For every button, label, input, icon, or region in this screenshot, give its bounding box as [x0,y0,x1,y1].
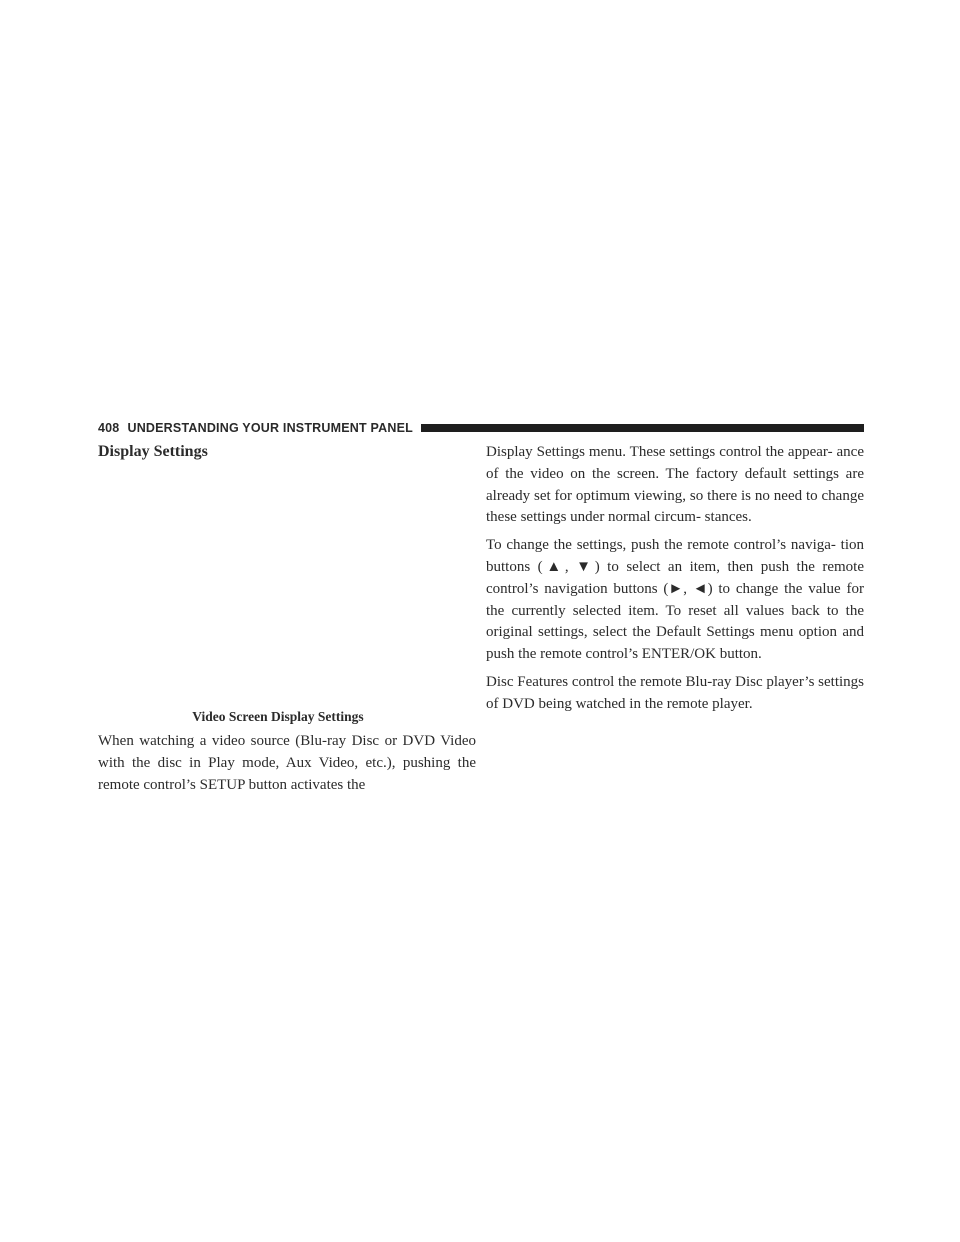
body-paragraph: To change the settings, push the remote control’s naviga- tion buttons (▲, ▼) to select an item, then push the remote control’s navigation buttons (►, ◄) to change the value for the currently selected item. To reset all values back to the original settings, select the Default Settings menu option and push the remote control’s ENTER/OK button. [486,537,864,663]
body-paragraph: Display Settings menu. These settings control the appear- ance of the video on the screen. The factory default settings are already set for optimum viewing, so there is no need to change these settings under normal circum- stances. [486,444,864,526]
section-title: UNDERSTANDING YOUR INSTRUMENT PANEL [127,421,413,435]
figure-caption: Video Screen Display Settings [192,709,364,724]
section-heading: Display Settings [98,443,208,460]
body-paragraph: When watching a video source (Blu-ray Disc or DVD Video with the disc in Play mode, Aux Video, etc.), pushing the remote control’s SETUP button activates the [98,733,476,793]
figure-image-area [98,462,476,707]
page-header [98,418,864,438]
right-column [486,442,864,722]
left-column [98,442,476,803]
header-rule [421,424,864,432]
body-paragraph: Disc Features control the remote Blu-ray Disc player’s settings of DVD being watched in the remote player. [486,673,864,712]
page-number: 408 [98,421,120,435]
